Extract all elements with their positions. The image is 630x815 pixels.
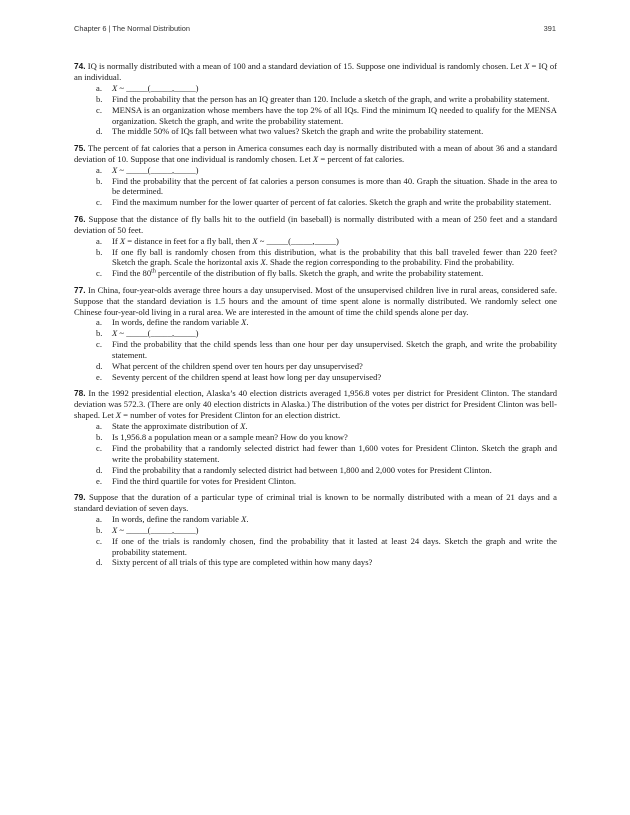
exercise-parts bbox=[74, 317, 557, 382]
exercise-stem: 74. IQ is normally distributed with a mean of 100 and a standard deviation of 15. Suppose one individual is randomly chosen. Let X = IQ of an individual. bbox=[74, 61, 557, 82]
exercise-79 bbox=[74, 492, 557, 568]
part-b: b. Find the probability that the percent of fat calories a person consumes is more than 40. Graph the situation. Shade in the area to be determined. bbox=[96, 175, 557, 197]
part-b: b. X ~ _____(_____,_____) bbox=[96, 328, 199, 339]
exercise-parts bbox=[74, 421, 557, 486]
part-b: b. X ~ _____(_____,_____) bbox=[96, 524, 199, 535]
exercise-75 bbox=[74, 143, 557, 208]
exercise-stem: 76. Suppose that the distance of fly balls hit to the outfield (in baseball) is normally distributed with a mean of 250 feet and a standard deviation of 50 feet. bbox=[74, 213, 557, 235]
part-c: c. MENSA is an organization whose members have the top 2% of all IQs. Find the minimum IQ needed to qualify for the MENSA organization. Sketch the graph, and write the probability statement. bbox=[96, 104, 557, 126]
part-c: c. Find the probability that the child spends less than one hour per day unsupervised. Sketch the graph, and write the probability statement. bbox=[96, 339, 557, 361]
part-b: b. If one fly ball is randomly chosen from this distribution, what is the probability that this ball traveled fewer than 220 feet? Sketch the graph. Scale the horizontal axis X. Shade the region corresponding to the probability. Find the probability. bbox=[96, 246, 557, 268]
part-d: d. The middle 50% of IQs fall between what two values? Sketch the graph and write the probability statement. bbox=[96, 126, 484, 137]
exercise-parts bbox=[74, 236, 557, 280]
part-c: c. Find the maximum number for the lower quarter of percent of fat calories. Sketch the graph and write the probability statement. bbox=[96, 197, 552, 208]
part-a: a. X ~ _____(_____,_____) bbox=[96, 164, 199, 175]
exercise-number: 77. bbox=[74, 284, 86, 295]
exercise-stem: 77. In China, four-year-olds average three hours a day unsupervised. Most of the unsupervised children live in rural areas, considered safe. Suppose that the standard deviation is 1.5 hours and the amount of time spent alone is normally distributed. We randomly select one Chinese four-year-old living in a rural area. We are interested in the amount of time the child spends alone per day. bbox=[74, 284, 557, 317]
part-a: a. In words, define the random variable X. bbox=[96, 317, 249, 328]
part-b: b. Is 1,956.8 a population mean or a sample mean? How do you know? bbox=[96, 432, 348, 442]
exercise-stem: 78. In the 1992 presidential election, Alaska’s 40 election districts averaged 1,956.8 votes per district for President Clinton. The standard deviation was 572.3. (There are only 40 election districts in Alaska.) The distribution of the votes per district for President Clinton was bell-shaped. Let X = number of votes for President Clinton for an election district. bbox=[74, 388, 557, 421]
exercise-number: 74. bbox=[74, 61, 86, 71]
exercise-stem: 75. The percent of fat calories that a person in America consumes each day is normally distributed with a mean of about 36 and a standard deviation of 10. Suppose that one individual is randomly chosen. Let X = percent of fat calories. bbox=[74, 142, 557, 164]
exercise-list bbox=[74, 61, 557, 574]
part-a: a. If X = distance in feet for a fly ball, then X ~ _____(_____,_____) bbox=[96, 235, 339, 246]
part-c: c. Find the 80th percentile of the distribution of fly balls. Sketch the graph, and write the probability statement. bbox=[96, 268, 484, 279]
part-a: a. State the approximate distribution of X. bbox=[96, 421, 248, 432]
exercise-number: 79. bbox=[74, 492, 86, 503]
page-number: 391 bbox=[543, 24, 556, 33]
exercise-stem: 79. Suppose that the duration of a particular type of criminal trial is known to be normally distributed with a mean of 21 days and a standard deviation of seven days. bbox=[74, 492, 557, 513]
part-d: d. What percent of the children spend over ten hours per day unsupervised? bbox=[96, 361, 363, 372]
running-header bbox=[74, 24, 556, 38]
exercise-parts bbox=[74, 514, 557, 569]
part-d: d. Find the probability that a randomly selected district had between 1,800 and 2,000 votes for President Clinton. bbox=[96, 464, 492, 475]
part-a: a. In words, define the random variable X. bbox=[96, 513, 249, 524]
exercise-number: 75. bbox=[74, 142, 86, 153]
exercise-78 bbox=[74, 388, 557, 486]
part-e: e. Find the third quartile for votes for President Clinton. bbox=[96, 475, 297, 486]
exercise-parts bbox=[74, 83, 557, 138]
exercise-77 bbox=[74, 285, 557, 383]
exercise-number: 76. bbox=[74, 213, 86, 224]
exercise-number: 78. bbox=[74, 388, 86, 399]
part-c: c. If one of the trials is randomly chosen, find the probability that it lasted at least 24 days. Sketch the graph and write the probability statement. bbox=[96, 535, 557, 557]
exercise-74 bbox=[74, 61, 557, 137]
part-d: d. Sixty percent of all trials of this type are completed within how many days? bbox=[96, 557, 373, 568]
exercise-76 bbox=[74, 214, 557, 279]
chapter-title: Chapter 6 | The Normal Distribution bbox=[74, 24, 190, 33]
part-e: e. Seventy percent of the children spend at least how long per day unsupervised? bbox=[96, 371, 382, 382]
exercise-parts bbox=[74, 165, 557, 209]
part-a: a. X ~ _____(_____,_____) bbox=[96, 82, 199, 93]
part-b: b. Find the probability that the person has an IQ greater than 120. Include a sketch of the graph, and write a probability statement. bbox=[96, 93, 550, 104]
part-c: c. Find the probability that a randomly selected district had fewer than 1,600 votes for President Clinton. Sketch the graph and write the probability statement. bbox=[96, 442, 557, 464]
